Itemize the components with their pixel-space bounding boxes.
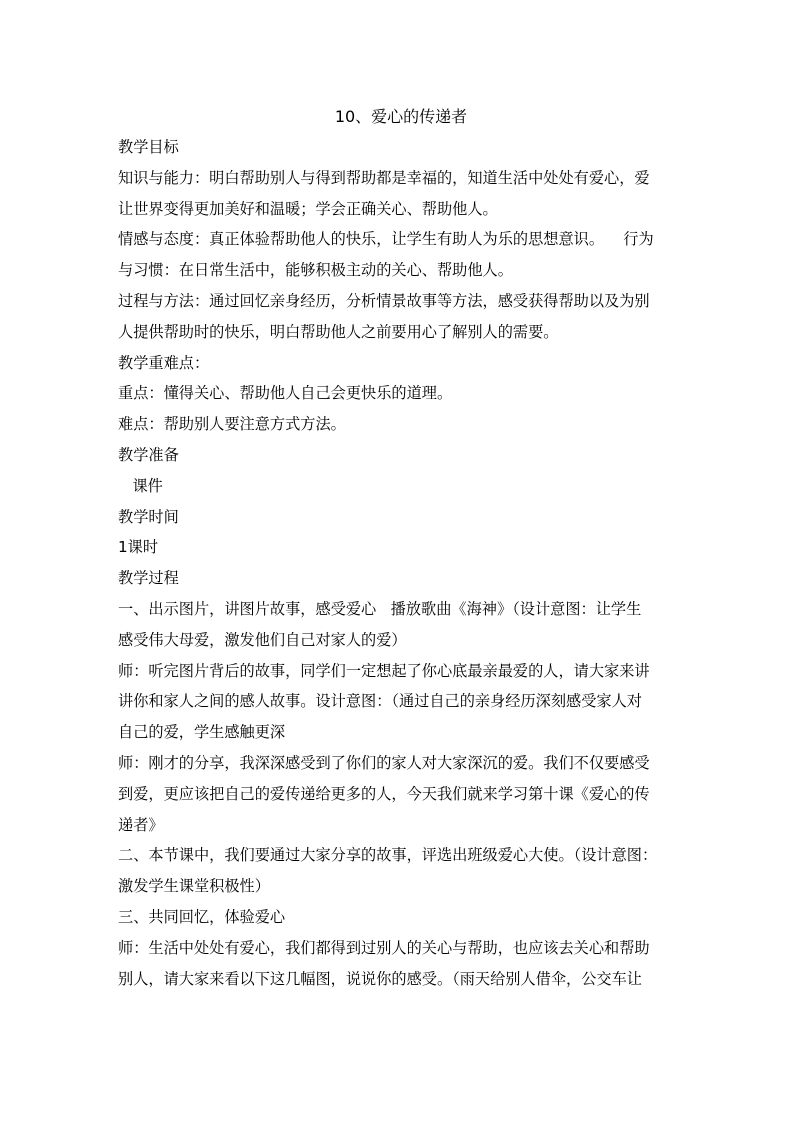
- text-line-23: 递者》: [118, 815, 164, 834]
- text-line-6: 过程与方法：通过回忆亲身经历，分析情景故事等方法，感受获得帮助以及为别: [118, 291, 650, 310]
- text-line-11: 教学准备: [118, 445, 179, 464]
- text-line-5: 与习惯：在日常生活中，能够积极主动的关心、帮助他人。: [118, 261, 513, 280]
- text-line-19: 讲你和家人之间的感人故事。设计意图：（通过自己的亲身经历深刻感受家人对: [118, 692, 642, 711]
- text-line-1: 教学目标: [118, 138, 179, 156]
- text-line-28: 别人，请大家来看以下这几幅图，说说你的感受。（雨天给别人借伞，公交车让: [118, 969, 642, 988]
- text-line-24: 二、本节课中，我们要通过大家分享的故事，评选出班级爱心大使。（设计意图：: [118, 846, 658, 865]
- text-line-15: 教学过程: [118, 569, 179, 588]
- text-line-10: 难点：帮助别人要注意方式方法。: [118, 415, 346, 434]
- text-line-9: 重点：懂得关心、帮助他人自己会更快乐的道理。: [118, 384, 453, 403]
- document-body: [118, 102, 678, 994]
- text-line-27: 师：生活中处处有爱心，我们都得到过别人的关心与帮助，也应该去关心和帮助: [118, 938, 650, 957]
- text-line-7: 人提供帮助时的快乐，明白帮助他人之前要用心了解别人的需要。: [118, 322, 559, 341]
- text-line-26: 三、共同回忆，体验爱心: [118, 907, 286, 926]
- text-line-22: 到爱，更应该把自己的爱传递给更多的人，今天我们就来学习第十课《爱心的传: [118, 784, 650, 803]
- text-line-21: 师：刚才的分享，我深深感受到了你们的家人对大家深沉的爱。我们不仅要感受: [118, 753, 650, 772]
- text-line-13: 教学时间: [118, 507, 179, 526]
- text-line-16: 一、出示图片，讲图片故事，感受爱心 播放歌曲《海神》（设计意图：让学生: [118, 599, 642, 618]
- text-line-3: 让世界变得更加美好和温暖；学会正确关心、帮助他人。: [118, 199, 498, 218]
- text-line-18: 师：听完图片背后的故事，同学们一定想起了你心底最亲最爱的人，请大家来讲: [118, 661, 650, 680]
- text-line-17: 感受伟大母爱，激发他们自己对家人的爱）: [118, 630, 407, 649]
- text-line-12: 课件: [118, 476, 163, 495]
- text-line-2: 知识与能力：明白帮助别人与得到帮助都是幸福的，知道生活中处处有爱心，爱: [118, 168, 650, 187]
- text-line-4: 情感与态度：真正体验帮助他人的快乐，让学生有助人为乐的思想意识。 行为: [118, 230, 654, 249]
- text-line-8: 教学重难点：: [118, 353, 210, 372]
- text-line-14: 1课时: [118, 538, 159, 557]
- text-line-25: 激发学生课堂积极性）: [118, 877, 270, 896]
- document-title: 10、爱心的传递者: [334, 107, 468, 126]
- text-line-20: 自己的爱，学生感触更深: [118, 723, 286, 742]
